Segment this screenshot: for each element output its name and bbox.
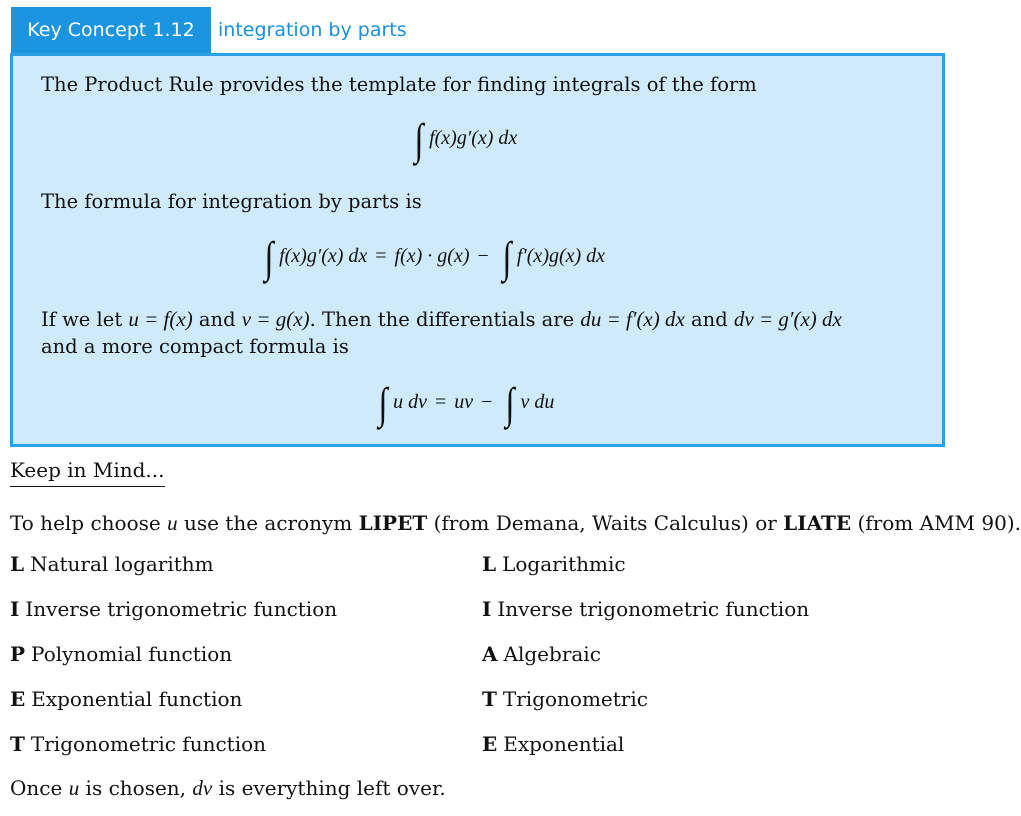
eq3-middle: uv [454, 390, 474, 413]
let-line [41, 307, 842, 332]
eq1-integrand: f(x)g′(x) dx [429, 126, 518, 149]
let-math-du: du = f′(x) dx [580, 307, 685, 331]
eq3-right: v du [520, 390, 555, 413]
list-letter: I [10, 597, 20, 621]
eq3-left: u dv [393, 390, 427, 413]
eq2-right: f′(x)g(x) dx [516, 244, 606, 267]
list-text: Exponential [503, 732, 625, 756]
eq2-left: f(x)g′(x) dx [279, 244, 368, 267]
list-item [482, 552, 626, 576]
list-letter: E [482, 732, 498, 756]
eq3-minus: − [481, 390, 493, 413]
list-item [482, 732, 624, 756]
equation-1 [409, 115, 518, 164]
intro-text: The Product Rule provides the template for finding integrals of the form [41, 73, 757, 96]
let-text-4: and [691, 308, 728, 331]
let-text-2: and [198, 308, 236, 331]
acronym-text-3: (from Demana, Waits Calculus) or [433, 511, 777, 535]
eq2-equals: = [375, 244, 387, 267]
eq2-middle: f(x) · g(x) [394, 244, 470, 267]
list-item [482, 597, 809, 621]
formula-intro-text: The formula for integration by parts is [41, 190, 422, 213]
list-item [482, 687, 648, 711]
list-item [10, 732, 266, 756]
list-text: Natural logarithm [30, 552, 214, 576]
closing-math-u: u [68, 776, 80, 800]
list-item [10, 687, 242, 711]
acronym-text-2: use the acronym [183, 511, 353, 535]
list-letter: L [482, 552, 497, 576]
equation-3 [373, 379, 555, 428]
list-text: Inverse trigonometric function [25, 597, 338, 621]
lipet-acronym: LIPET [358, 511, 428, 535]
eq2-minus: − [477, 244, 489, 267]
integral-sign-icon: ∫ [505, 379, 515, 428]
concept-box [10, 53, 945, 447]
acronym-text-4: (from AMM 90). [857, 511, 1021, 535]
closing-text-1: Once [10, 776, 63, 800]
closing-text-3: is everything left over. [218, 776, 446, 800]
list-text: Inverse trigonometric function [497, 597, 810, 621]
acronym-math-u: u [167, 511, 178, 535]
closing-line [10, 776, 446, 801]
let-math-u: u = f(x) [128, 307, 193, 331]
list-text: Trigonometric [502, 687, 648, 711]
let-math-dv: dv = g′(x) dx [733, 307, 842, 331]
list-item [482, 642, 601, 666]
list-item [10, 642, 232, 666]
list-letter: P [10, 642, 26, 666]
acronym-text-1: To help choose [10, 511, 161, 535]
list-text: Exponential function [31, 687, 243, 711]
eq3-equals: = [434, 390, 447, 413]
list-letter: A [482, 642, 498, 666]
list-text: Trigonometric function [30, 732, 267, 756]
list-letter: E [10, 687, 26, 711]
let-text-1: If we let [41, 308, 123, 331]
let-math-v: v = g(x) [241, 307, 310, 331]
list-item [10, 552, 214, 576]
list-text: Logarithmic [502, 552, 626, 576]
list-letter: I [482, 597, 492, 621]
list-letter: T [482, 687, 497, 711]
concept-label: Key Concept 1.12 [11, 7, 211, 53]
liate-acronym: LIATE [783, 511, 852, 535]
integral-sign-icon: ∫ [414, 115, 424, 164]
list-text: Polynomial function [31, 642, 233, 666]
let-text-3: . Then the differentials are [309, 308, 575, 331]
list-item [10, 597, 337, 621]
keep-in-mind-heading: Keep in Mind... [10, 458, 165, 487]
concept-header [11, 7, 407, 53]
closing-text-2: is chosen, [85, 776, 187, 800]
concept-title: integration by parts [218, 19, 407, 41]
equation-2 [259, 233, 606, 282]
integral-sign-icon: ∫ [264, 233, 274, 282]
list-letter: T [10, 732, 25, 756]
acronym-line [10, 511, 1021, 536]
integral-sign-icon: ∫ [378, 379, 388, 428]
list-text: Algebraic [503, 642, 601, 666]
list-letter: L [10, 552, 25, 576]
closing-math-dv: dv [192, 776, 213, 800]
compact-intro-text: and a more compact formula is [41, 335, 349, 358]
integral-sign-icon: ∫ [502, 233, 512, 282]
